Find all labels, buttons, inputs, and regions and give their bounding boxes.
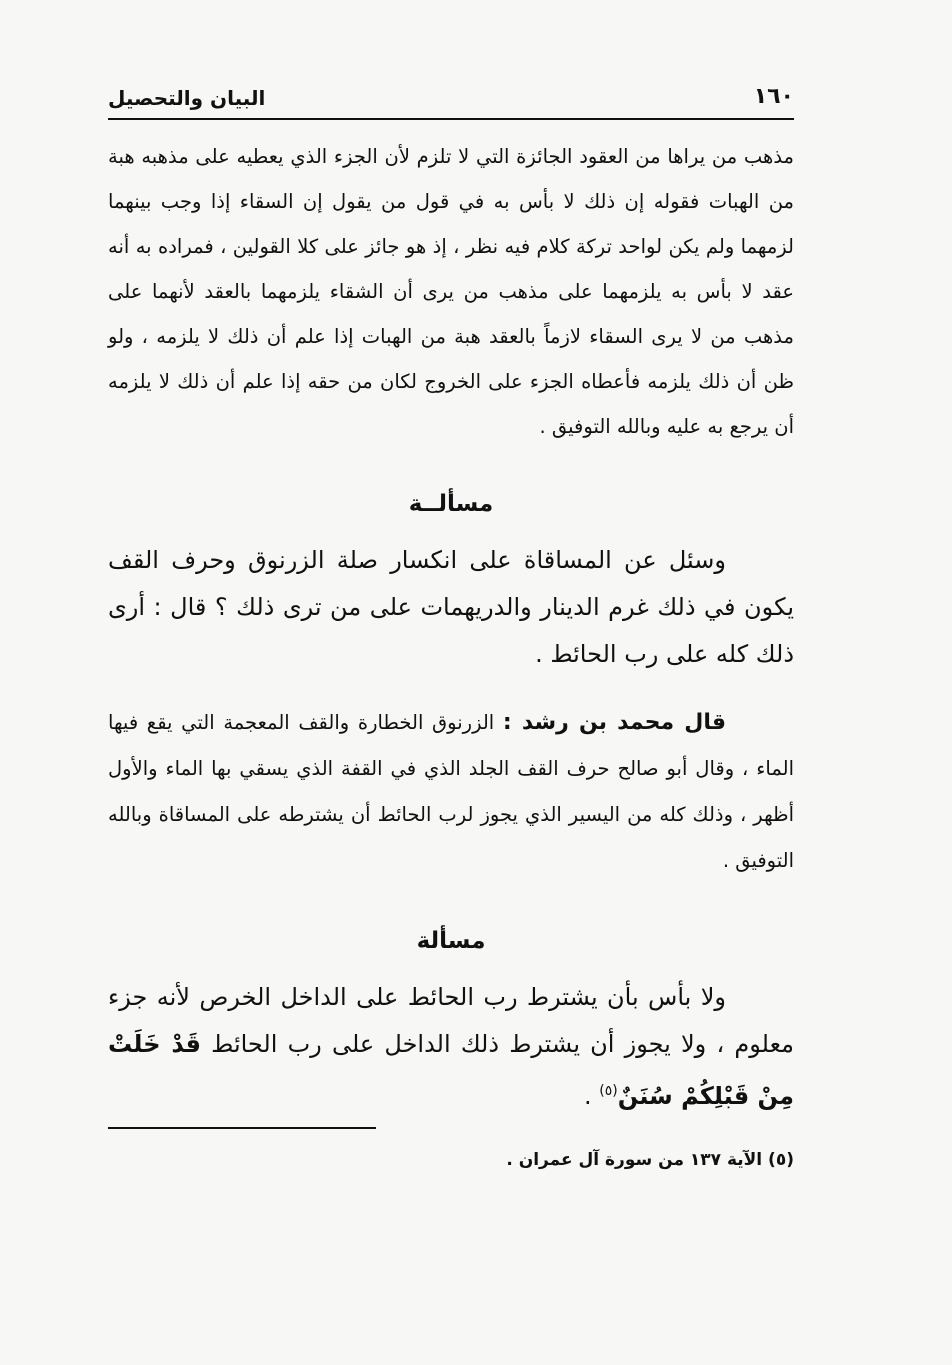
commentary-text: الزرنوق الخطارة والقف المعجمة التي يقع فيها الماء ، وقال أبو صالح حرف القف الجلد الذي في القفة الذي يسقي بها الماء والأول أظهر ، وذلك كله من اليسير الذي يجوز لرب الحائط أن يشترطه على المساقاة وبالله التوفيق . bbox=[108, 711, 794, 872]
book-page bbox=[108, 70, 794, 1120]
page-number: ١٦٠ bbox=[753, 84, 794, 109]
section-heading-1: مسألــة bbox=[408, 491, 494, 517]
footnote-text: (٥) الآية ١٣٧ من سورة آل عمران . bbox=[506, 1150, 794, 1170]
running-title: البيان والتحصيل bbox=[108, 86, 266, 110]
commentary-paragraph bbox=[108, 700, 794, 884]
question-paragraph: وسئل عن المساقاة على انكسار صلة الزرنوق وحرف القف يكون في ذلك غرم الدينار والدريهمات على من ترى ذلك ؟ قال : أرى ذلك كله على رب الحائط . bbox=[108, 546, 794, 668]
paragraph-continuation: مذهب من يراها من العقود الجائزة التي لا تلزم لأن الجزء الذي يعطيه على مذهبه هبة من الهبات فقوله إن ذلك لا بأس به في قول من يقول إن السقاء إذا وجب بينهما لزمهما ولم يكن لواحد تركة كلام فيه نظر ، إذ هو جائز على كلا القولين ، فمراده به أنه عقد لا بأس به يلزمهما على مذهب من يرى أن الشقاء يلزمهما بالعقد لأنهما على مذهب من لا يرى السقاء لازماً بالعقد هبة من الهبات إذا علم أن ذلك لا يلزمه ، ولو ظن أن ذلك يلزمه فأعطاه الجزء على الخروج لكان من حقه إذا علم أن ذلك لا يلزمه أن يرجع به عليه وبالله التوفيق . bbox=[108, 145, 794, 438]
page-header bbox=[108, 70, 794, 120]
quran-verse: قَدْ خَلَتْ مِنْ قَبْلِكُمْ سُنَنٌ bbox=[108, 1030, 794, 1110]
ruling-paragraph bbox=[108, 974, 794, 1120]
footnote-marker: (٥) bbox=[599, 1083, 618, 1099]
ruling-ending: . bbox=[584, 1082, 600, 1110]
ruling-text: ولا بأس بأن يشترط رب الحائط على الداخل الخرص لأنه جزء معلوم ، ولا يجوز أن يشترط ذلك الداخل على رب الحائط bbox=[108, 983, 794, 1058]
footnote-divider bbox=[108, 1127, 376, 1129]
commentary-speaker: قال محمد بن رشد : bbox=[502, 710, 726, 735]
section-heading-2: مسألة bbox=[416, 928, 486, 954]
